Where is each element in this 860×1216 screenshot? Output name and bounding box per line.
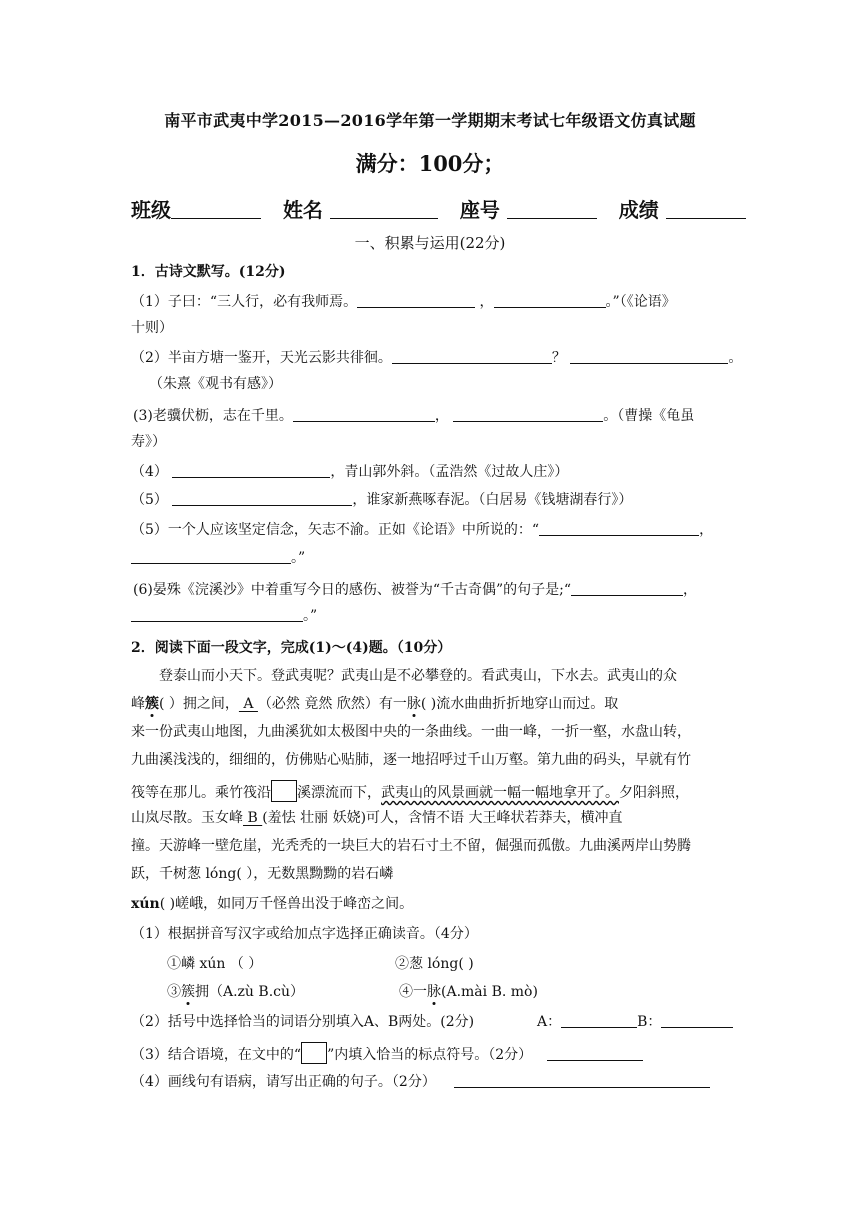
q1-2-text: （2）半亩方塘一鉴开，天光云影共徘徊。	[131, 350, 392, 366]
subq-2	[131, 1012, 731, 1032]
answer-blank[interactable]	[172, 462, 330, 478]
q1-7-text: (6)晏殊《浣溪沙》中着重写今日的感伤、被誉为“千古奇偶”的句子是;“	[133, 582, 572, 598]
passage-line-1: 登泰山而小天下。登武夷呢？武夷山是不必攀登的。看武夷山，下水去。武夷山的众	[159, 668, 677, 684]
subq-1d-text: (A.mài B. mò)	[441, 984, 538, 1000]
answer-blank[interactable]	[357, 292, 475, 308]
q1-1-source: 。”（《论语》	[605, 294, 676, 310]
passage-text: 溪漂流而下，	[297, 785, 381, 801]
punctuation-box[interactable]	[271, 780, 297, 802]
name-blank[interactable]	[330, 198, 438, 219]
faulty-sentence: 武夷山的风景画就一幅一幅地拿开了。	[381, 785, 619, 801]
q1-line-7	[133, 580, 733, 600]
q1-1-comma: ，	[479, 294, 494, 310]
answer-blank[interactable]	[570, 348, 728, 364]
answer-blank[interactable]	[172, 490, 352, 506]
passage-line-8: 跃，千树葱 lóng( ），无数黑黝黝的岩石嶙	[131, 866, 394, 882]
dotted-char: 脉	[427, 984, 441, 1000]
passage-line-7: 撞。天游峰一壁危崖，光秃秃的一块巨大的岩石寸土不留，倔强而孤傲。九曲溪两岸山势腾	[131, 838, 691, 854]
q1-line-3	[133, 406, 733, 426]
score-label: 成绩	[618, 198, 659, 222]
seat-blank[interactable]	[507, 198, 597, 219]
dotted-char: 簇	[145, 696, 159, 712]
answer-blank[interactable]	[561, 1012, 637, 1028]
passage-line-9	[131, 894, 731, 914]
passage-line-3: 来一份武夷山地图，九曲溪犹如太极图中央的一条曲线。一曲一峰，一折一壑，水盘山转，	[131, 724, 691, 740]
q1-5-num: （5）	[131, 492, 168, 508]
q1-5-text: ，谁家新燕啄春泥。（白居易《钱塘湖春行》）	[352, 492, 633, 508]
answer-blank[interactable]	[293, 406, 435, 422]
q1-3-source: 。（曹操《龟虽	[603, 408, 695, 424]
q1-line-3b: 寿》）	[131, 434, 166, 450]
blank-a-label: A	[238, 696, 258, 712]
q1-6-end: 。”	[291, 550, 306, 566]
passage-line-5	[131, 780, 731, 803]
passage-line-2	[131, 694, 731, 714]
student-info-fields	[131, 194, 731, 223]
subq-1-row-2	[167, 982, 567, 1002]
passage-text: ( )流水曲曲折折地穿山而过。取	[420, 696, 619, 712]
answer-blank[interactable]	[454, 1072, 710, 1088]
score-blank[interactable]	[666, 198, 746, 219]
dotted-char: 脉	[406, 696, 421, 712]
q1-3-comma: ，	[434, 408, 449, 424]
answer-blank[interactable]	[453, 406, 603, 422]
q1-1-text: （1）子曰：“三人行，必有我师焉。	[131, 294, 358, 310]
full-score: 满分：100分；	[355, 151, 505, 176]
subq-1: （1）根据拼音写汉字或给加点字选择正确读音。（4分）	[131, 926, 478, 942]
answer-b-label: B：	[637, 1014, 662, 1030]
q1-2-end: 。	[728, 350, 743, 366]
q1-line-6	[131, 520, 731, 540]
class-blank[interactable]	[171, 198, 261, 219]
answer-blank[interactable]	[131, 606, 303, 622]
q2-heading: 2．阅读下面一段文字，完成(1)～(4)题。（10分）	[131, 640, 452, 656]
q1-line-2	[131, 348, 743, 368]
q1-4-text: ，青山郭外斜。（孟浩然《过故人庄》）	[330, 464, 569, 480]
q1-line-2b: （朱熹《观书有感》）	[149, 376, 282, 392]
passage-text: ( ）拥之间，	[159, 696, 239, 712]
q1-7-comma: ，	[683, 582, 698, 598]
q1-line-6b	[131, 548, 731, 568]
q1-4-num: （4）	[131, 464, 168, 480]
subq-3	[131, 1042, 731, 1065]
subq-1-row-1	[167, 954, 567, 974]
subq-3-text: ”内填入恰当的标点符号。（2分）	[327, 1047, 533, 1063]
q1-line-7b	[131, 606, 731, 626]
pinyin-xun: xún	[131, 896, 160, 912]
subq-1c-text: 拥（A.zù B.cù）	[195, 984, 304, 1000]
passage-text: (羞怯 壮丽 妖娆)可人，含情不语 大王峰状若莽夫，横冲直	[262, 810, 623, 826]
answer-blank[interactable]	[571, 580, 683, 596]
blank-b-label: B	[243, 810, 263, 826]
passage-text: 山岚尽散。玉女峰	[131, 810, 243, 826]
section-heading: 一、积累与运用(22分)	[354, 234, 506, 252]
subq-4-text: （4）画线句有语病，请写出正确的句子。（2分）	[131, 1074, 436, 1090]
passage-text: ( )嵯峨，如同万千怪兽出没于峰峦之间。	[159, 896, 414, 912]
answer-a-label: A：	[537, 1014, 562, 1030]
answer-blank[interactable]	[547, 1045, 643, 1061]
q1-line-5	[131, 490, 731, 510]
subq-4	[131, 1072, 731, 1092]
subq-2-text: （2）括号中选择恰当的词语分别填入A、B两处。(2分)	[131, 1014, 475, 1030]
answer-blank[interactable]	[661, 1012, 733, 1028]
q1-line-1	[131, 292, 731, 312]
q1-line-1b: 十则）	[131, 320, 173, 336]
passage-text: 筏等在那儿。乘竹筏沿	[131, 785, 271, 801]
subq-1b: ②葱 lóng( )	[395, 956, 474, 972]
subq-1d-num: ④一	[399, 984, 427, 1000]
q1-6-comma: ，	[699, 522, 714, 538]
answer-blank[interactable]	[131, 548, 291, 564]
passage-line-6	[131, 808, 731, 828]
passage-text: 峰	[131, 696, 145, 712]
subq-1a: ①嶙 xún （ ）	[167, 956, 263, 972]
class-label: 班级	[131, 198, 171, 222]
passage-text: （必然 竟然 欣然）有一	[257, 696, 407, 712]
q1-3-text: (3)老骥伏枥，志在千里。	[133, 408, 293, 424]
subq-1c-num: ③	[167, 984, 181, 1000]
seat-label: 座号	[459, 198, 500, 222]
name-label: 姓名	[282, 198, 323, 222]
q1-2-q: ？	[551, 350, 566, 366]
q1-7-end: 。”	[303, 608, 318, 624]
answer-blank[interactable]	[494, 292, 606, 308]
passage-text: 夕阳斜照，	[619, 785, 689, 801]
punctuation-box-sample	[301, 1042, 327, 1064]
subq-1d	[399, 982, 538, 1002]
subq-3-text: （3）结合语境，在文中的“	[131, 1047, 302, 1063]
exam-title: 南平市武夷中学2015—2016学年第一学期期末考试七年级语文仿真试题	[164, 111, 696, 130]
passage-line-4: 九曲溪浅浅的，细细的，仿佛贴心贴肺，逐一地招呼过千山万壑。第九曲的码头，早就有竹	[131, 752, 691, 768]
q1-heading: 1．古诗文默写。(12分)	[131, 264, 286, 280]
subq-2-answers	[537, 1012, 733, 1032]
q1-6-text: （5）一个人应该坚定信念，矢志不渝。正如《论语》中所说的：“	[131, 522, 540, 538]
answer-blank[interactable]	[539, 520, 699, 536]
q1-line-4	[131, 462, 731, 482]
answer-blank[interactable]	[392, 348, 552, 364]
dotted-char: 簇	[181, 984, 195, 1000]
